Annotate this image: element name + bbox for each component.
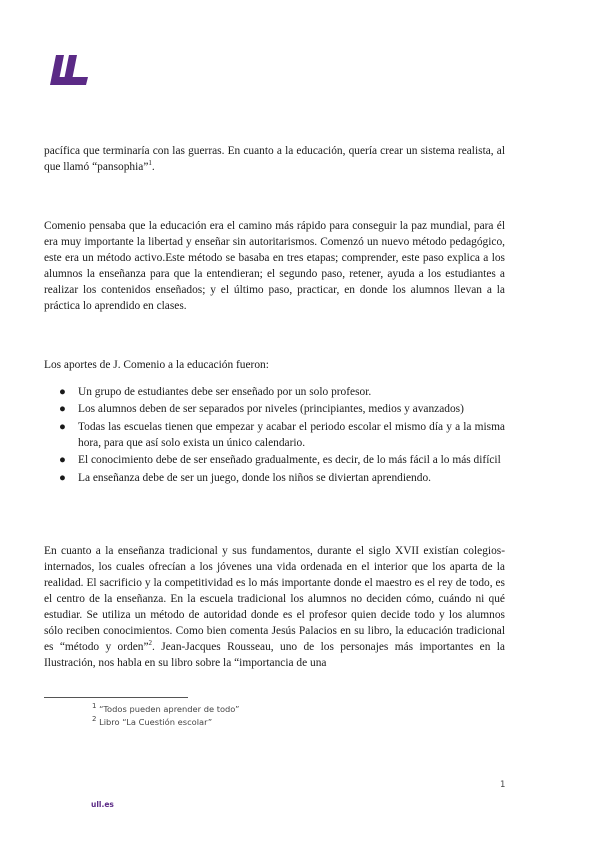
paragraph-2: Comenio pensaba que la educación era el camino más rápido para conseguir la paz mundial, para él era muy importante la libertad y enseñar sin autoritarismos. Comenzó un nuevo método pedagógico, este era un método activo.Este método se basaba en tres etapas; comprender, este paso explica a los alumnos la enseñanza para que la entendieran; el segundo paso, retener, ayuda a los estudiantes a realizar los contenidos enseñados; y el último paso, practicar, en donde los alumnos llevan a la práctica lo aprendido en clases. — [44, 220, 505, 312]
paragraph-1 — [44, 143, 505, 175]
paragraph-1-end: . — [151, 161, 155, 173]
list-item — [44, 419, 505, 451]
list-item-text: La enseñanza debe de ser un juego, donde los niños se diviertan aprendiendo. — [78, 471, 431, 484]
footnote-ref-2: 2 — [148, 639, 153, 648]
footnote-number: 2 — [92, 714, 97, 723]
page-number: 1 — [500, 780, 506, 790]
list-item-text: Todas las escuelas tienen que empezar y acabar el periodo escolar el mismo día y a la misma hora, para que así solo exista un único calendario. — [78, 420, 505, 449]
footer-url-link[interactable]: ull.es — [91, 800, 114, 809]
footnote-text: “Todos pueden aprender de todo” — [96, 704, 240, 714]
footnote-text: Libro “La Cuestión escolar” — [96, 716, 213, 727]
ull-logo-icon — [50, 55, 88, 85]
bullet-icon: ● — [59, 386, 66, 398]
paragraph-3: Los aportes de J. Comenio a la educación fueron: — [44, 359, 269, 371]
footnotes — [92, 703, 239, 728]
paragraph-4-text: En cuanto a la enseñanza tradicional y sus fundamentos, durante el siglo XVII existían colegios-internados, los cuales ofrecían a los jóvenes una vida ordenada en el interior que los aparta de la realidad. El sacrificio y la competitividad es lo más importante donde el maestro es el rey de todo, es el centro de la enseñanza. En la escuela tradicional los alumnos no deciden cómo, cuándo ni qué estudiar. Se utiliza un método de autoridad donde es el profesor quien decide todo y los alumnos sólo reciben conocimientos. Como bien comenta Jesús Palacios en su libro, la educación tradicional es “método y orden” — [44, 545, 505, 653]
paragraph-4 — [44, 543, 505, 671]
bullet-icon: ● — [59, 403, 66, 416]
list-item-text: Los alumnos deben de ser separados por niveles (principiantes, medios y avanzados) — [78, 403, 464, 416]
bullet-icon: ● — [59, 471, 66, 484]
footnote-ref-1: 1 — [148, 159, 152, 168]
list-item-text: El conocimiento debe de ser enseñado gradualmente, es decir, de lo más fácil a lo más difícil — [78, 454, 501, 467]
footnote-2 — [92, 716, 239, 729]
paragraph-1-text: pacífica que terminaría con las guerras. En cuanto a la educación, quería crear un sistema realista, al que llamó “pansophia” — [44, 145, 505, 173]
list-item — [44, 384, 505, 400]
list-item — [44, 401, 505, 417]
list-item — [44, 470, 505, 486]
footnote-1 — [92, 703, 239, 716]
bullet-icon: ● — [59, 420, 66, 433]
footnote-divider — [44, 697, 188, 698]
bullet-icon: ● — [59, 454, 66, 467]
list-item — [44, 452, 505, 468]
paragraph-4-tail: . Jean-Jacques Rousseau, uno de los personajes más importantes en la Ilustración, nos habla en su libro sobre la “importancia de una — [44, 641, 505, 669]
footnote-number: 1 — [92, 702, 97, 711]
list-item-text: Un grupo de estudiantes debe ser enseñado por un solo profesor. — [78, 386, 372, 398]
contributions-list — [44, 384, 505, 487]
